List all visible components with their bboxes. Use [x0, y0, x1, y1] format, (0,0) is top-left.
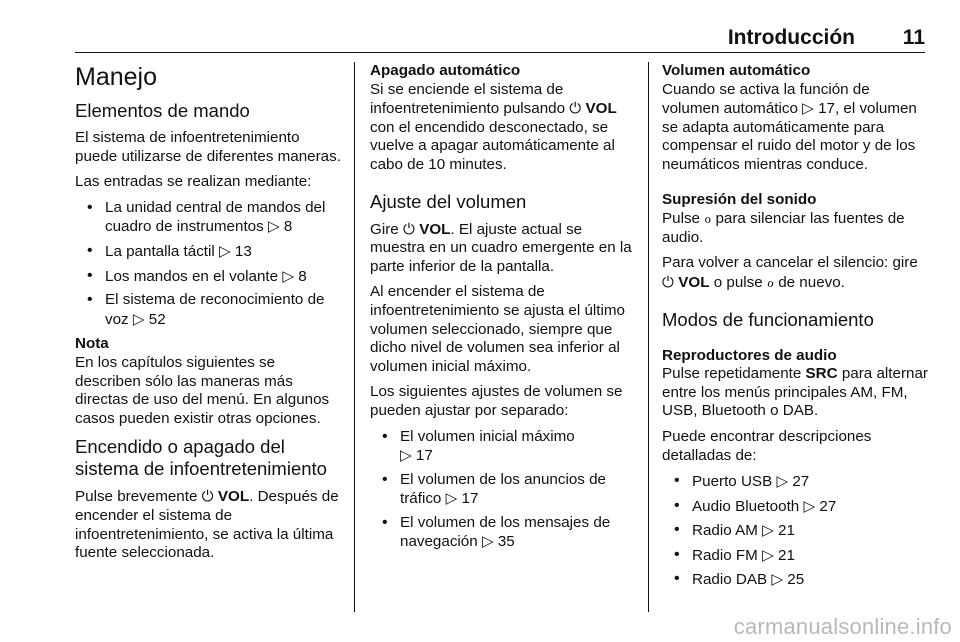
paragraph: Las entradas se realizan mediante:	[75, 173, 312, 191]
column-2	[370, 62, 635, 558]
page-ref-icon: ▷	[445, 489, 458, 508]
page-ref-icon: ▷	[282, 266, 295, 285]
list-item: • Los mandos en el volante ▷ 8	[75, 267, 345, 287]
heading-on-off: Encendido o apagado del sistema de infoentretenimiento	[75, 436, 327, 480]
page-ref-icon: ▷	[481, 532, 494, 551]
paragraph: Cuando se activa la función de volumen automático ▷ 17, el volumen se adapta automáticamente para compensar el ruido del motor y de los neumáticos mientras conduce.	[662, 80, 917, 173]
volume-settings-list	[370, 428, 635, 553]
heading-audio-players: Reproductores de audio	[662, 346, 837, 364]
watermark-text: carmanualsonline.info	[733, 614, 952, 639]
page-ref-icon: ▷	[776, 472, 789, 491]
note-text: En los capítulos siguientes se describen sólo las maneras más directas de uso del menú. En algunos casos pueden existir otras opciones.	[75, 353, 330, 427]
list-item: • El volumen de los mensajes de navegación ▷ 35	[370, 514, 635, 552]
paragraph: Para volver a cancelar el silencio: gire ⏻ VOL o pulse ℴ de nuevo.	[662, 254, 918, 291]
page-ref-icon: ▷	[400, 446, 412, 465]
mute-icon: ℴ	[704, 209, 712, 228]
paragraph: Puede encontrar descripciones detalladas de:	[662, 427, 872, 464]
paragraph: Pulse ℴ para silenciar las fuentes de audio.	[662, 209, 905, 246]
page-ref-icon: ▷	[802, 99, 814, 118]
list-item: • Radio AM ▷ 21	[662, 521, 928, 541]
note-box	[75, 335, 345, 428]
heading-volume: Ajuste del volumen	[370, 190, 527, 212]
chapter-title: Manejo	[75, 63, 157, 91]
column-3	[662, 62, 928, 596]
page-ref-icon: ▷	[219, 241, 231, 260]
heading-modes: Modos de funcionamiento	[662, 308, 874, 330]
heading-mute: Supresión del sonido	[662, 190, 817, 208]
mute-icon: ℴ	[766, 272, 774, 291]
heading-controls: Elementos de mando	[75, 100, 250, 121]
paragraph: Si se enciende el sistema de infoentretenimiento pulsando ⏻ VOL con el encendido desconectado, se vuelve a apagar automáticamente al cabo de 10 minutes.	[370, 80, 617, 173]
paragraph: Pulse brevemente ⏻ VOL. Después de encender el sistema de infoentretenimiento, se activa la última fuente seleccionada.	[75, 487, 339, 562]
list-item: • Radio FM ▷ 21	[662, 546, 928, 566]
page-ref-icon: ▷	[762, 545, 774, 564]
column-divider	[354, 62, 355, 612]
list-item: • El volumen de los anuncios de tráfico ▷ 17	[370, 471, 635, 509]
page-number: 11	[902, 26, 925, 49]
list-item: • El sistema de reconocimiento de voz ▷ 52	[75, 291, 345, 329]
paragraph: Gire ⏻ VOL. El ajuste actual se muestra en un cuadro emergente en la parte inferior de la pantalla.	[370, 219, 632, 275]
list-item: • La pantalla táctil ▷ 13	[75, 242, 345, 262]
heading-auto-off: Apagado automático	[370, 62, 521, 79]
page-ref-icon: ▷	[771, 570, 784, 589]
column-divider	[648, 62, 649, 612]
heading-auto-volume: Volumen automático	[662, 62, 811, 79]
paragraph: El sistema de infoentretenimiento puede utilizarse de diferentes maneras.	[75, 129, 341, 165]
list-item: • Radio DAB ▷ 25	[662, 570, 928, 590]
list-item: • El volumen inicial máximo ▷ 17	[370, 428, 635, 466]
power-knob-icon: ⏻	[201, 487, 214, 506]
paragraph: Al encender el sistema de infoentretenimiento se ajusta el último volumen seleccionado, siempre que dicho nivel de volumen sea inferior al volumen inicial máximo.	[370, 283, 625, 375]
note-title: Nota	[75, 335, 109, 353]
page-ref-icon: ▷	[267, 217, 280, 236]
section-title: Introducción	[727, 26, 855, 49]
page-header	[75, 22, 925, 53]
list-item: • Audio Bluetooth ▷ 27	[662, 497, 928, 517]
list-item: • Puerto USB ▷ 27	[662, 472, 928, 492]
paragraph: Pulse repetidamente SRC para alternar entre los menús principales AM, FM, USB, Bluetooth o DAB.	[662, 365, 928, 420]
paragraph: Los siguientes ajustes de volumen se pueden ajustar por separado:	[370, 383, 623, 419]
power-knob-icon: ⏻	[662, 272, 675, 291]
power-knob-icon: ⏻	[569, 99, 582, 118]
list-item: • La unidad central de mandos del cuadro de instrumentos ▷ 8	[75, 199, 345, 237]
page-ref-icon: ▷	[762, 521, 774, 540]
power-knob-icon: ⏻	[402, 219, 415, 238]
column-1	[75, 62, 345, 570]
input-methods-list	[75, 199, 345, 330]
sources-list	[662, 472, 928, 590]
page-ref-icon: ▷	[132, 309, 145, 328]
page-ref-icon: ▷	[803, 496, 816, 515]
